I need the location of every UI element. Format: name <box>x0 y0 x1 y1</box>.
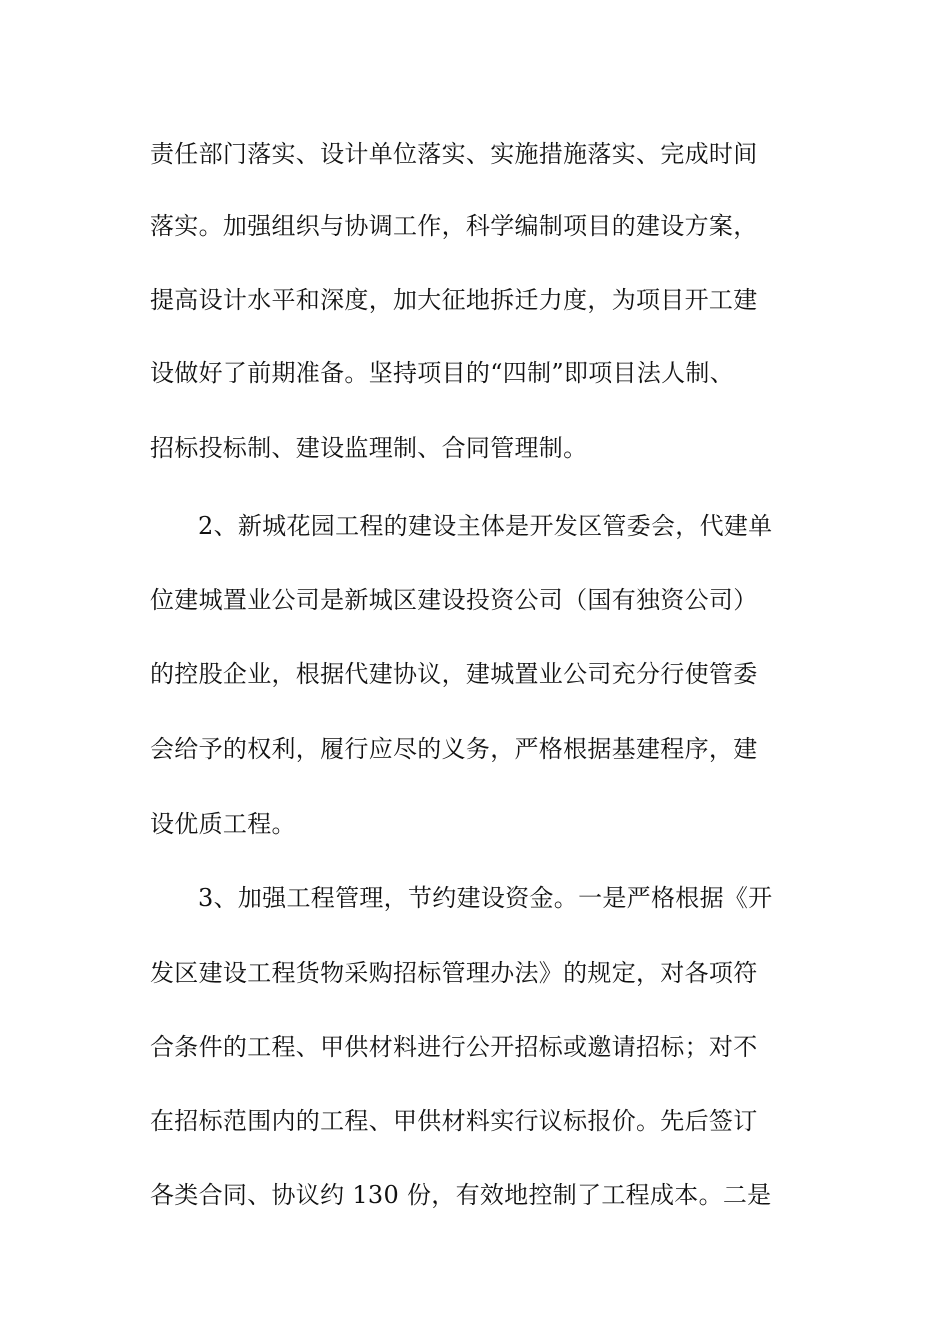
text-line: 位建城置业公司是新城区建设投资公司（国有独资公司） <box>150 586 758 614</box>
text-line: 各类合同、协议约 130 份，有效地控制了工程成本。二是 <box>150 1181 772 1209</box>
text-line: 设做好了前期准备。坚持项目的“四制”即项目法人制、 <box>150 359 735 387</box>
text-line: 的控股企业，根据代建协议，建城置业公司充分行使管委 <box>150 660 758 688</box>
paragraph-3-first-line: 3、加强工程管理，节约建设资金。一是严格根据《开 <box>198 884 773 912</box>
text-line: 设优质工程。 <box>150 810 296 838</box>
text-line: 会给予的权利，履行应尽的义务，严格根据基建程序，建 <box>150 735 758 763</box>
text-line: 责任部门落实、设计单位落实、实施措施落实、完成时间 <box>150 140 758 168</box>
text-line: 发区建设工程货物采购招标管理办法》的规定，对各项符 <box>150 959 758 987</box>
paragraph-2-first-line: 2、新城花园工程的建设主体是开发区管委会，代建单 <box>198 512 773 540</box>
text-line: 合条件的工程、甲供材料进行公开招标或邀请招标；对不 <box>150 1033 758 1061</box>
text-line: 在招标范围内的工程、甲供材料实行议标报价。先后签订 <box>150 1107 758 1135</box>
text-line: 提高设计水平和深度，加大征地拆迁力度，为项目开工建 <box>150 286 758 314</box>
text-line: 落实。加强组织与协调工作，科学编制项目的建设方案， <box>150 212 758 240</box>
text-line: 招标投标制、建设监理制、合同管理制。 <box>150 434 588 462</box>
